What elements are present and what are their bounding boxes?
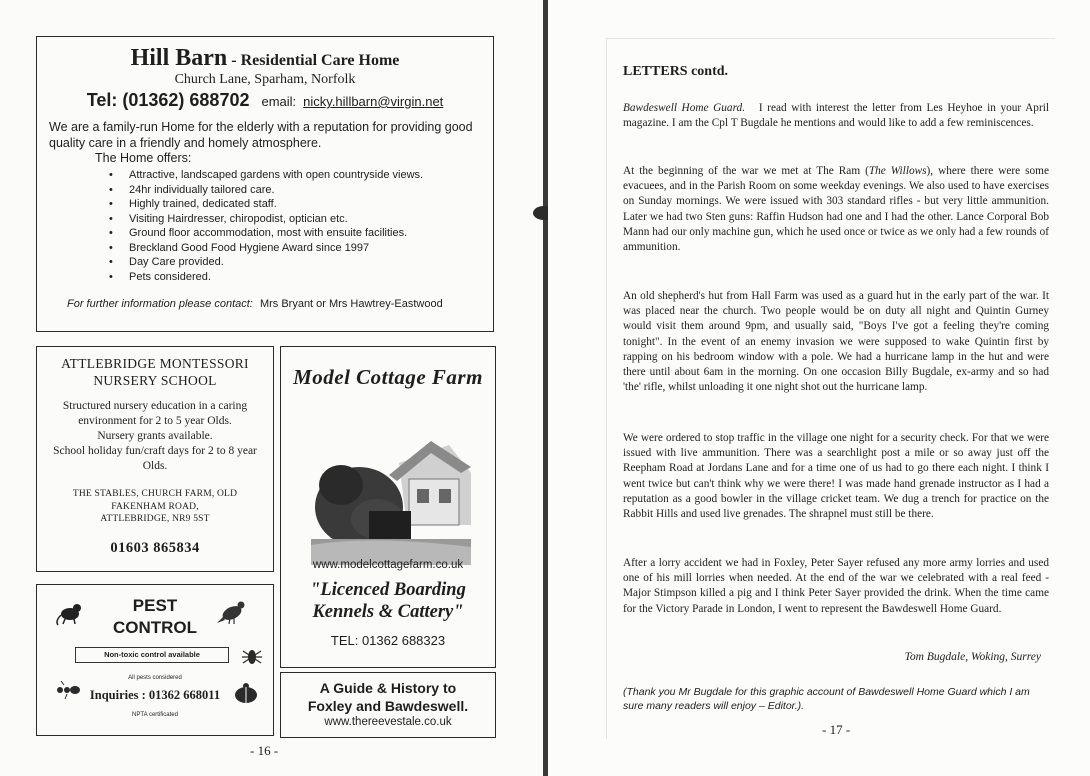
hill-barn-offers-list bbox=[109, 168, 481, 284]
hill-barn-email-label: email: bbox=[261, 94, 297, 109]
model-cottage-tel: TEL: 01362 688323 bbox=[330, 633, 446, 648]
page-number-right: - 17 - bbox=[822, 722, 851, 737]
model-cottage-url[interactable]: www.modelcottagefarm.co.uk bbox=[312, 559, 464, 571]
guide-title-line1: A Guide & History to bbox=[319, 680, 457, 696]
montessori-address bbox=[43, 488, 267, 526]
cottage-photo bbox=[311, 415, 471, 565]
letters-heading: LETTERS contd. bbox=[623, 64, 729, 79]
left-page bbox=[0, 0, 544, 776]
montessori-desc-3: School holiday fun/craft days for 2 to 8 year Olds. bbox=[53, 445, 257, 472]
pest-npta: NPTA certificated bbox=[132, 712, 178, 718]
letter-signature: Tom Bugdale, Woking, Surrey bbox=[904, 651, 1041, 663]
pest-all-considered: All pests considered bbox=[128, 675, 182, 681]
hill-barn-title-row bbox=[49, 45, 481, 72]
beetle-icon bbox=[231, 683, 261, 705]
letter-paragraph-2-a: At the beginning of the war we met at The Ram ( bbox=[623, 165, 869, 177]
hill-barn-name: Hill Barn bbox=[130, 45, 228, 71]
letter-paragraph-5: After a lorry accident we had in Foxley, Peter Sayer refused any more army lorries and used one of his mill lorries when needed. At the end of the war we celebrated with a real feed - Major Stimpson killed a pig and I think Peter Sayer provided the drink. When the time came for the Victory Parade in London, I went to represent the Bawdeswell Home Guard. bbox=[623, 557, 1049, 615]
model-cottage-kennels bbox=[281, 579, 495, 623]
letter-paragraph-4: We were ordered to stop traffic in the village one night for a security check. For that we were issued with live ammunition. There was a searchlight post a mile or so away just off the Reepham Road at Jordans Lane and for a time one of us had to go there each night. I think I went twice but can't think why we were there! I was made hand grenade instructor as I had a reputation as a good bowler in the village cricket team. We dug a trench for practice on the Rabbit Hills and used live grenades. The shrapnel must still be there. bbox=[623, 432, 1049, 521]
offer-item: • Attractive, landscaped gardens with open countryside views. bbox=[109, 168, 481, 183]
offer-item: • Visiting Hairdresser, chiropodist, optician etc. bbox=[109, 212, 481, 227]
guide-url[interactable]: www.thereevestale.co.uk bbox=[324, 716, 452, 728]
hill-barn-email-link[interactable]: nicky.hillbarn@virgin.net bbox=[303, 94, 444, 109]
montessori-address-1: THE STABLES, CHURCH FARM, OLD bbox=[72, 489, 238, 499]
editor-note: (Thank you Mr Bugdale for this graphic account of Bawdeswell Home Guard which I am sure many readers will enjoy – Editor.). bbox=[623, 686, 1030, 712]
hill-barn-address: Church Lane, Sparham, Norfolk bbox=[174, 72, 356, 87]
letter-paragraph-2-b: ), where there were some evacuees, and in the Parish Room on some weekday evenings. We also used to have exercises on Sunday mornings. We were issued with 303 standard rifles - but very little ammunition. Later we had two Sten guns: Raffin Hudson had one and I had the other. Lance Corporal Bob Mann had our only machine gun, which he used once or twice as we only had a few rounds of ammunition. bbox=[623, 165, 1049, 254]
offer-item: • Ground floor accommodation, most with ensuite facilities. bbox=[109, 226, 481, 241]
montessori-desc-2: Nursery grants available. bbox=[97, 430, 213, 442]
montessori-desc bbox=[43, 399, 267, 474]
letter-paragraph-2 bbox=[623, 164, 1049, 255]
non-toxic-badge: Non-toxic control available bbox=[75, 647, 229, 663]
hill-barn-contact-row bbox=[49, 90, 481, 111]
offer-item: • 24hr individually tailored care. bbox=[109, 183, 481, 198]
offer-item: • Highly trained, dedicated staff. bbox=[109, 197, 481, 212]
guide-advert bbox=[280, 672, 496, 738]
letter-paragraph-3: An old shepherd's hut from Hall Farm was used as a guard hut in the early part of the war. It was placed near the church. Two people would be on duty all night and Quintin Gurney would visit them around 9pm, and usually said, "Boys I've got a feeling they're coming tonight". In the event of an enemy invasion we were supposed to wake Quintin first by rapping on his bedroom window with a pole. We had a hurricane lamp in the hut and were there until about 6am in the morning. On one occasion Billy Bugdale, ex-army and so had 'the' rifle, whilst unloading it one night shot out the hurricane lamp. bbox=[623, 290, 1049, 394]
model-cottage-kennels-line1: "Licenced Boarding bbox=[310, 580, 466, 600]
hill-barn-tel: Tel: (01362) 688702 bbox=[86, 90, 250, 110]
insect-icon bbox=[241, 645, 263, 667]
hill-barn-contact bbox=[67, 298, 481, 310]
montessori-address-2: FAKENHAM ROAD, bbox=[111, 501, 199, 512]
letter-paragraph-1-text: I read with interest the letter from Les Heyhoe in your April magazine. I am the Cpl T Bugdale he mentions and would like to add a few reminiscences. bbox=[623, 102, 1049, 130]
hill-barn-subtitle: Residential Care Home bbox=[240, 52, 400, 69]
hill-barn-dash: - bbox=[231, 52, 237, 69]
offer-item: • Breckland Good Food Hygiene Award since 1997 bbox=[109, 241, 481, 256]
montessori-title-line2: NURSERY SCHOOL bbox=[93, 373, 217, 388]
hill-barn-contact-label: For further information please contact: bbox=[67, 298, 253, 310]
letter-paragraph-2-em: The Willows bbox=[868, 165, 927, 177]
offer-item: • Pets considered. bbox=[109, 270, 481, 285]
pest-inquiries: Inquiries : 01362 668011 bbox=[89, 688, 221, 702]
pest-title-line2: CONTROL bbox=[112, 618, 198, 637]
montessori-advert bbox=[36, 346, 274, 572]
montessori-title-line1: ATTLEBRIDGE MONTESSORI bbox=[61, 356, 249, 371]
offer-item: • Day Care provided. bbox=[109, 255, 481, 270]
montessori-desc-1: Structured nursery education in a caring environment for 2 to 5 year Olds. bbox=[62, 400, 248, 427]
model-cottage-farm-advert bbox=[280, 346, 496, 668]
guide-title-line2: Foxley and Bawdeswell. bbox=[307, 698, 469, 714]
hill-barn-contact-names: Mrs Bryant or Mrs Hawtrey-Eastwood bbox=[259, 298, 443, 310]
montessori-address-3: ATTLEBRIDGE, NR9 5ST bbox=[100, 514, 210, 524]
pest-title bbox=[37, 595, 273, 639]
letters-section bbox=[606, 38, 1055, 739]
pest-control-advert bbox=[36, 584, 274, 736]
letter-paragraph-1 bbox=[623, 101, 1049, 131]
pest-title-line1: PEST bbox=[132, 596, 178, 615]
montessori-tel: 01603 865834 bbox=[110, 539, 200, 556]
model-cottage-kennels-line2: Kennels & Cattery" bbox=[312, 602, 464, 622]
hill-barn-advert bbox=[36, 36, 494, 332]
hill-barn-intro: We are a family-run Home for the elderly with a reputation for providing good quality care in a friendly and homely atmosphere. bbox=[49, 120, 473, 150]
page-number-left: - 16 - bbox=[250, 743, 279, 758]
hill-barn-offers-heading: The Home offers: bbox=[95, 151, 192, 165]
letter-subject: Bawdeswell Home Guard. bbox=[623, 102, 746, 114]
model-cottage-title: Model Cottage Farm bbox=[293, 365, 483, 389]
